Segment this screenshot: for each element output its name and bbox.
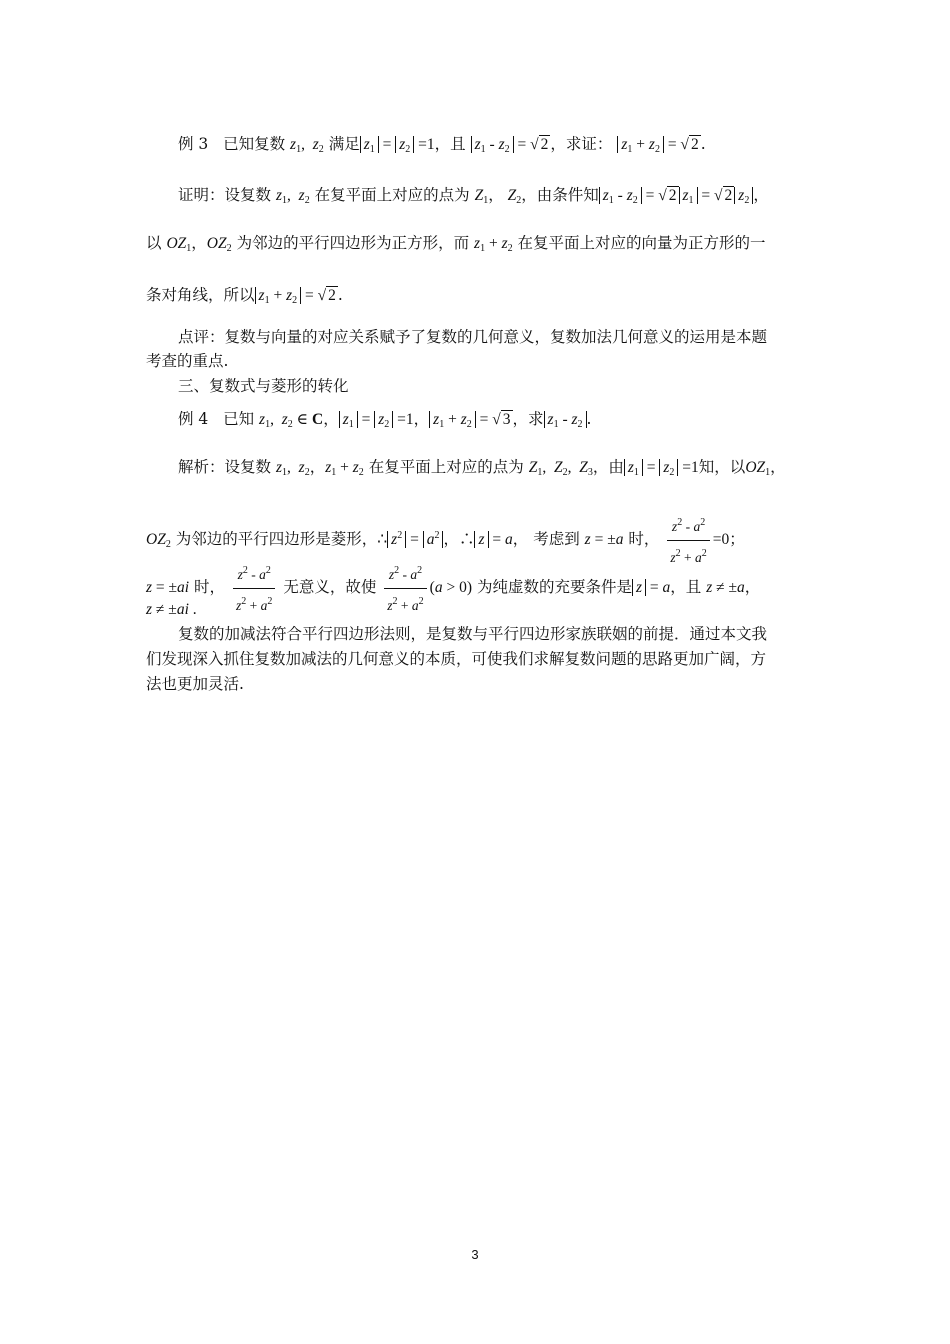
solution-line-3: z = ±ai 时， $\frac{z^2 - a^2}{z^2 + a^2}$ 无意义，故使 $\frac{z^2 - a^2}{z^2 + a^2}$ (a > 0) 为纯虚数的充要条件是 z = a，且 z ≠ ±a，	[146, 559, 806, 618]
example-3-label: 例 3	[178, 135, 209, 153]
math-abs-eq-1: $z_1 = z_2 =1$	[360, 136, 435, 153]
math-z1-z2: $z_1$, $z_2$	[290, 136, 324, 155]
math-abs-sum-sqrt2: $z_1 + z_2$ = √ 2	[617, 135, 700, 153]
conclusion-line-3: 法也更加灵活.	[146, 675, 244, 693]
math-abs-diff-sqrt2: $z_1 - z_2$ = √ 2	[471, 135, 551, 153]
example-4-line: 例 4 已知 $z_1$, $z_2$ ∈ C， $z_1 = z_2 =1$， $z_1 + z_2$ = √ 3 ，求 $z_1 - z_2$ .	[178, 410, 592, 430]
example-4-label: 例 4	[178, 410, 209, 428]
proof-line-1: 证明：设复数 $z_1$, $z_2$ 在复平面上对应的点为 $Z_1$， $Z_2$，由条件知 $z_1 - z_2$ = √ 2 $z_1$ = √ 2 $z_2$ ，	[178, 186, 769, 206]
solution-label: 解析：	[178, 458, 225, 476]
solution-line-2: $OZ_2$ 为邻边的平行四边形是菱形，∴ $z^2 = a^2$ ，∴ z = a， 考虑到 z = ±a 时， $\frac{z^2 - a^2}{z^2 + a^2}$ =0；	[146, 511, 806, 570]
solution-line-4: z ≠ ±ai .	[146, 601, 197, 618]
example-3-line: 例 3 已知复数 $z_1$, $z_2$ 满足 $z_1 = z_2 =1$，且 $z_1 - z_2$ = √ 2 ，求证： $z_1 + z_2$ = √ 2 .	[178, 135, 706, 155]
math-condition: $z_1 - z_2$ = √ 2 $z_1$ = √ 2 $z_2$	[599, 186, 754, 204]
proof-line-3: 条对角线，所以 $z_1 + z_2$ = √ 2 .	[146, 286, 343, 306]
proof-line-2: 以 $OZ_1$，$OZ_2$ 为邻边的平行四边形为正方形，而 $z_1 + z_2$ 在复平面上对应的向量为正方形的一	[146, 234, 766, 254]
comment-line-2: 考查的重点.	[146, 352, 229, 370]
conclusion-line-1: 复数的加减法符合平行四边形法则，是复数与平行四边形家族联姻的前提．通过本文我	[178, 625, 768, 643]
section-heading: 三、复数式与菱形的转化	[178, 377, 349, 395]
comment-line-1: 点评：复数与向量的对应关系赋予了复数的几何意义，复数加法几何意义的运用是本题	[178, 328, 768, 346]
solution-line-1: 解析：设复数 $z_1$, $z_2$，$z_1 + z_2$ 在复平面上对应的点为 $Z_1$, $Z_2$, $Z_3$，由 $z_1 = z_2 =1$知，以$OZ_1$，	[178, 458, 786, 478]
proof-label: 证明：	[178, 186, 225, 204]
conclusion-line-2: 们发现深入抓住复数加减法的几何意义的本质，可使我们求解复数问题的思路更加广阔，方	[146, 650, 767, 668]
page-number: 3	[471, 1247, 479, 1262]
